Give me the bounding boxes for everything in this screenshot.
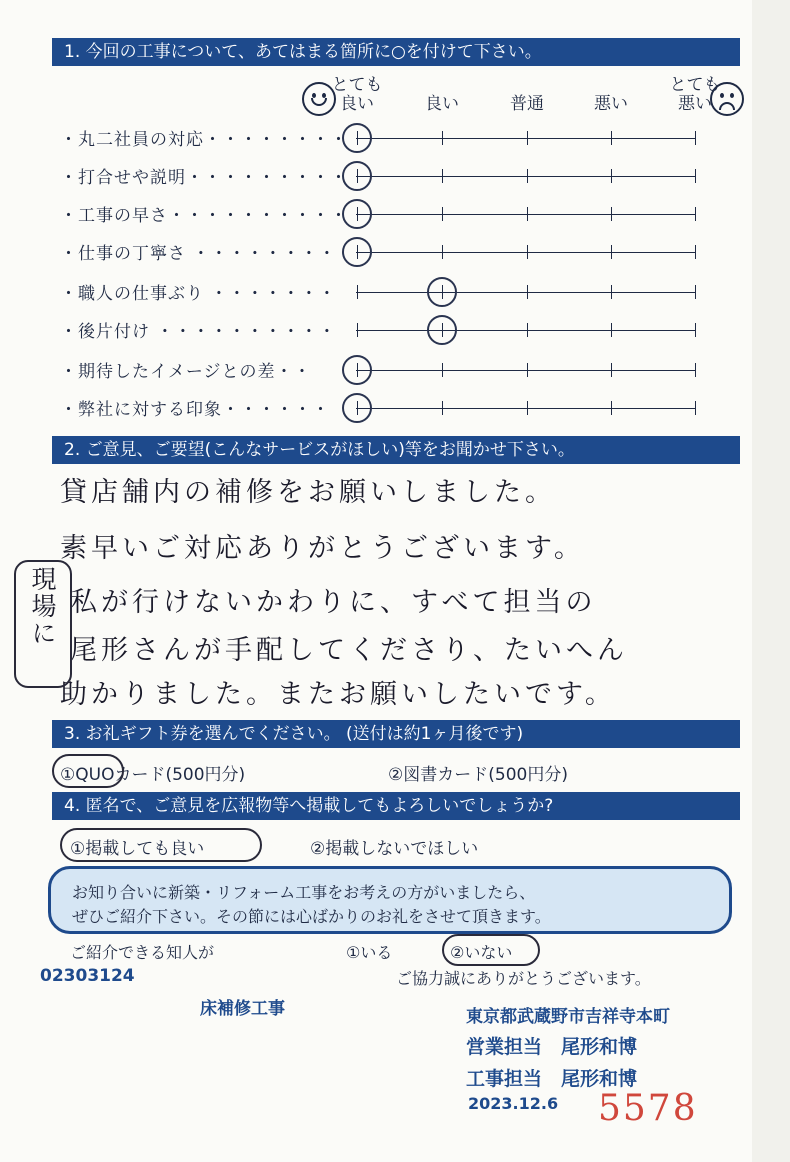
referral-question: ご紹介できる知人が [70,943,215,962]
rating-option-tick[interactable] [695,169,696,183]
comment-line: 素早いご対応ありがとうございます。 [60,533,585,564]
q4-header: 4. 匿名で、ご意見を広報物等へ掲載してもよろしいでしょうか? [52,792,740,820]
address: 東京都武蔵野市吉祥寺本町 [466,1007,670,1027]
margin-note: 現場に [28,566,57,647]
referral-selection-circle [442,934,540,966]
rating-option-tick[interactable] [527,285,528,299]
work-type: 床補修工事 [200,999,285,1019]
q4-option-deny[interactable]: ②掲載しないでほしい [310,839,479,859]
q3-option-tosho[interactable]: ②図書カード(500円分) [388,765,568,785]
rating-option-tick[interactable] [695,207,696,221]
rating-option-tick[interactable] [695,363,696,377]
rating-option-tick[interactable] [611,401,612,415]
rating-option-tick[interactable] [611,363,612,377]
rating-option-tick[interactable] [695,245,696,259]
survey-number: 5578 [598,1088,698,1129]
comment-line: 尾形さんが手配してくださり、たいへん [70,635,628,666]
referral-line2: ぜひご紹介下さい。その節には心ばかりのお礼をさせて頂きます。 [72,907,551,926]
rating-item-label: ・打合せや説明・・・・・・・・・ [60,168,348,188]
rating-scale-line [356,252,696,253]
rating-scale-line [356,214,696,215]
rating-selection-circle [342,199,372,229]
q3-header: 3. お礼ギフト券を選んでください。 (送付は約1ヶ月後です) [52,720,740,748]
rating-item-label: ・職人の仕事ぶり ・・・・・・・ [60,284,337,304]
scale-label-2: 普通 [510,94,544,114]
rating-option-tick[interactable] [442,207,443,221]
rating-scale-line [356,330,696,331]
rating-selection-circle [342,393,372,423]
rating-option-tick[interactable] [527,169,528,183]
rating-selection-circle [427,315,457,345]
rating-option-tick[interactable] [611,169,612,183]
rating-option-tick[interactable] [695,323,696,337]
rating-option-tick[interactable] [442,401,443,415]
rating-option-tick[interactable] [611,245,612,259]
rating-option-tick[interactable] [611,207,612,221]
q2-header: 2. ご意見、ご要望(こんなサービスがほしい)等をお聞かせ下さい。 [52,436,740,464]
rating-scale-line [356,138,696,139]
comment-line: 助かりました。またお願いしたいです。 [60,679,616,710]
q1-header: 1. 今回の工事について、あてはまる箇所に○を付けて下さい。 [52,38,740,66]
page-edge [752,0,790,1162]
rating-item-label: ・丸二社員の対応・・・・・・・・ [60,130,348,150]
referral-line1: お知り合いに新築・リフォーム工事をお考えの方がいましたら、 [72,883,536,902]
date: 2023.12.6 [468,1094,559,1113]
rating-scale-line [356,370,696,371]
rating-option-tick[interactable] [527,363,528,377]
rating-option-tick[interactable] [611,131,612,145]
rating-item-label: ・期待したイメージとの差・・ [60,362,312,382]
q4-option-allow[interactable]: ①掲載しても良い [70,839,205,859]
rating-option-tick[interactable] [442,131,443,145]
record-code: 02303124 [40,966,135,986]
rating-option-tick[interactable] [527,401,528,415]
rating-option-tick[interactable] [695,401,696,415]
comment-line: 私が行けないかわりに、すべて担当の [70,587,597,618]
rating-selection-circle [342,161,372,191]
rating-item-label: ・後片付け ・・・・・・・・・・ [60,322,337,342]
thanks-text: ご協力誠にありがとうございます。 [396,969,651,988]
rating-scale-line [356,176,696,177]
comment-line: 貸店舗内の補修をお願いしました。 [60,477,556,508]
rating-selection-circle [342,355,372,385]
rating-option-tick[interactable] [357,285,358,299]
rating-option-tick[interactable] [442,245,443,259]
scale-label-1: 良い [425,94,459,114]
rating-scale-line [356,292,696,293]
scale-label-3: 悪い [594,94,628,114]
rating-option-tick[interactable] [611,323,612,337]
rating-option-tick[interactable] [442,363,443,377]
scale-label-4: とても 悪い [669,75,721,114]
rating-option-tick[interactable] [442,169,443,183]
construction-rep: 工事担当 尾形和博 [466,1068,638,1090]
q3-option-quo[interactable]: ①QUOカード(500円分) [60,765,246,785]
rating-option-tick[interactable] [357,323,358,337]
rating-scale-line [356,408,696,409]
referral-option-yes[interactable]: ①いる [346,943,393,962]
q3-selection-circle [52,754,124,788]
rating-item-label: ・仕事の丁寧さ ・・・・・・・・ [60,244,337,264]
rating-option-tick[interactable] [611,285,612,299]
rating-selection-circle [342,123,372,153]
rating-option-tick[interactable] [527,245,528,259]
q4-selection-circle [60,828,262,862]
rating-option-tick[interactable] [695,131,696,145]
rating-option-tick[interactable] [695,285,696,299]
rating-selection-circle [427,277,457,307]
referral-option-no[interactable]: ②いない [450,943,513,962]
sales-rep: 営業担当 尾形和博 [466,1036,638,1058]
rating-item-label: ・工事の早さ・・・・・・・・・・ [60,206,348,226]
rating-option-tick[interactable] [527,131,528,145]
rating-option-tick[interactable] [527,207,528,221]
rating-item-label: ・弊社に対する印象・・・・・・ [60,400,330,420]
rating-option-tick[interactable] [527,323,528,337]
rating-selection-circle [342,237,372,267]
scale-label-0: とても 良い [331,75,383,114]
